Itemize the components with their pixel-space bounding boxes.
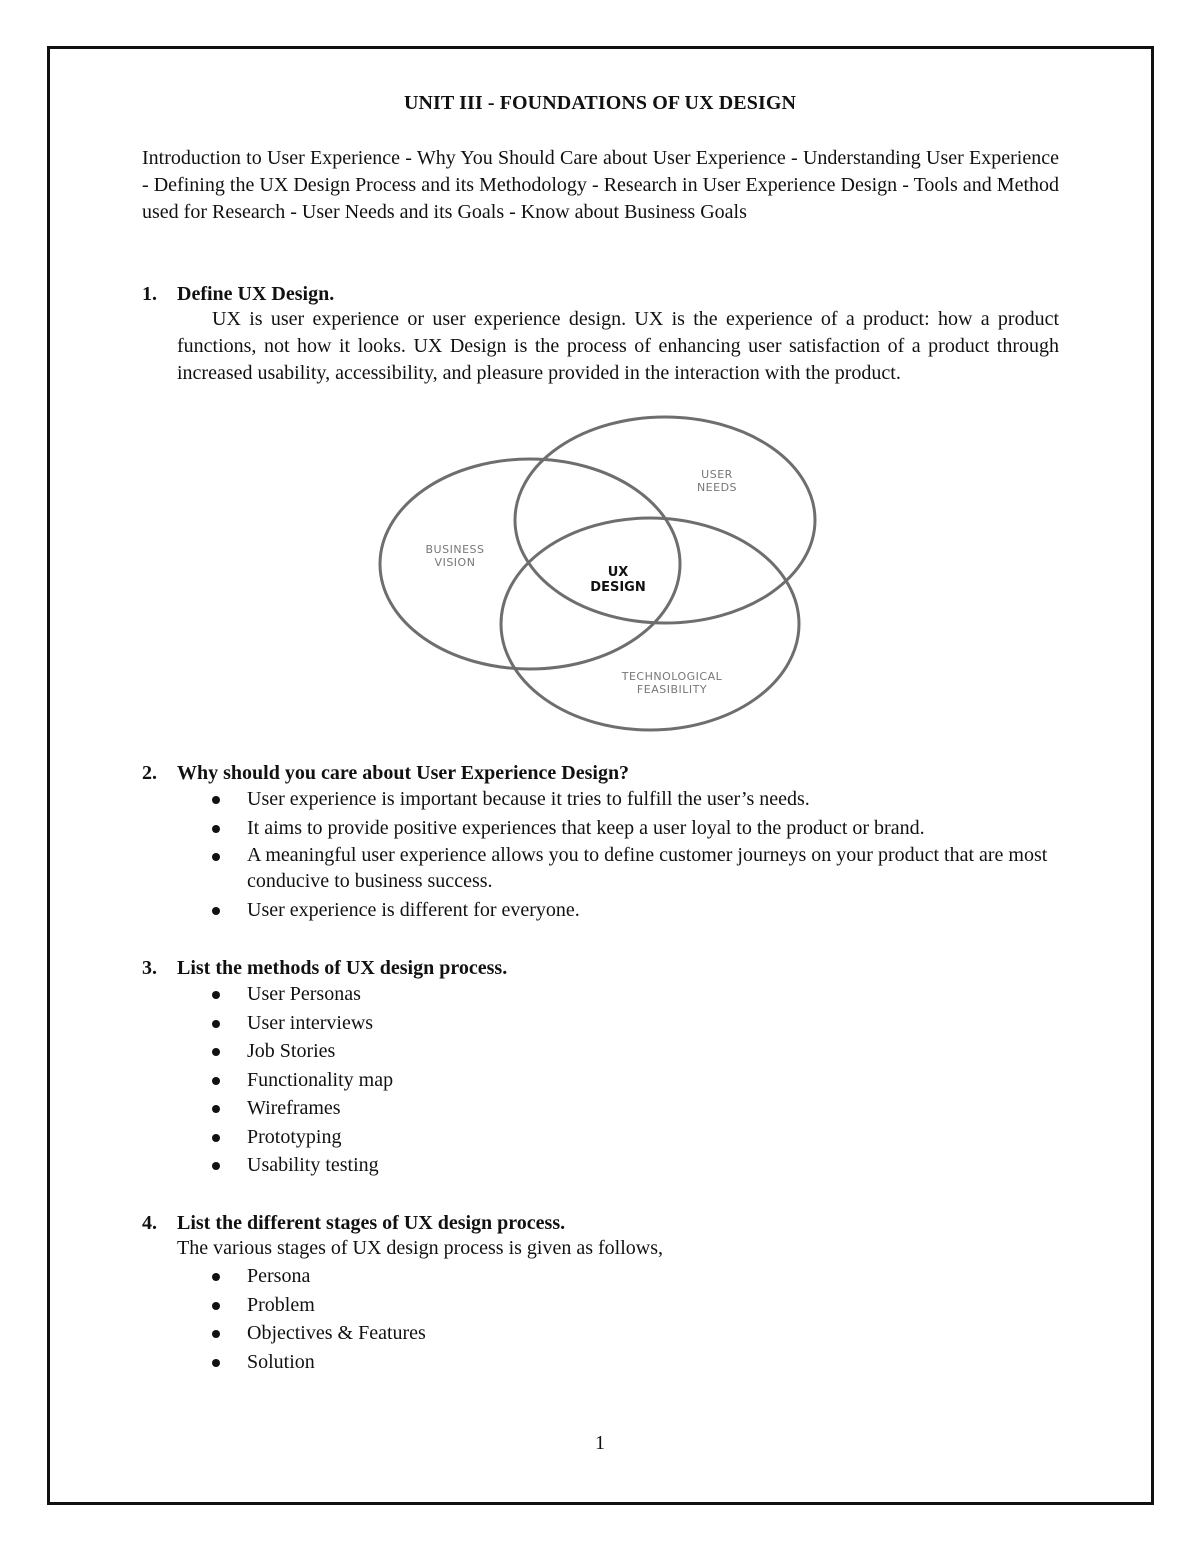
bullet-icon bbox=[212, 825, 220, 833]
bullet-icon bbox=[212, 907, 220, 915]
question-number: 3. bbox=[142, 957, 157, 979]
bullet-icon bbox=[212, 796, 220, 804]
list-item: A meaningful user experience allows you to define customer journeys on your product that are most conducive to business success. bbox=[212, 842, 1059, 894]
question-1 bbox=[142, 283, 1059, 387]
tech-feasibility-label-1: TECHNOLOGICAL bbox=[621, 670, 723, 683]
question-2-heading bbox=[142, 762, 1059, 785]
question-1-heading bbox=[142, 283, 1059, 306]
definition-paragraph: UX is user experience or user experience design. UX is the experience of a product: how a product functions, not how it looks. UX Design is the process of enhancing user satisfaction of a product through increased usability, accessibility, and pleasure provided in the interaction with the product. bbox=[177, 308, 1059, 384]
question-title: Why should you care about User Experience Design? bbox=[177, 762, 630, 784]
why-care-list bbox=[142, 785, 1059, 925]
bullet-icon bbox=[212, 991, 220, 999]
question-number: 4. bbox=[142, 1212, 157, 1234]
question-title: List the methods of UX design process. bbox=[177, 957, 508, 979]
question-number: 2. bbox=[142, 762, 157, 784]
bullet-icon bbox=[212, 1048, 220, 1056]
list-item: Problem bbox=[212, 1291, 663, 1320]
page-number: 1 bbox=[595, 1432, 605, 1454]
bullet-icon bbox=[212, 1077, 220, 1085]
document-title: UNIT III - FOUNDATIONS OF UX DESIGN bbox=[403, 92, 797, 114]
ux-design-center-label-2: DESIGN bbox=[590, 580, 646, 595]
technological-feasibility-circle bbox=[501, 518, 799, 730]
list-item: Wireframes bbox=[212, 1094, 507, 1123]
question-3-heading bbox=[142, 957, 507, 980]
tech-feasibility-label-2: FEASIBILITY bbox=[636, 683, 708, 696]
list-item: Solution bbox=[212, 1348, 663, 1377]
list-item: It aims to provide positive experiences that keep a user loyal to the product or brand. bbox=[212, 814, 1059, 843]
question-4 bbox=[142, 1212, 663, 1376]
bullet-icon bbox=[212, 1105, 220, 1113]
list-item: User experience is different for everyone. bbox=[212, 896, 1059, 925]
business-vision-label-1: BUSINESS bbox=[425, 543, 485, 556]
business-vision-label-2: VISION bbox=[434, 556, 476, 569]
bullet-icon bbox=[212, 1330, 220, 1338]
question-2 bbox=[142, 762, 1059, 925]
list-item: User Personas bbox=[212, 980, 507, 1009]
methods-list bbox=[142, 980, 507, 1180]
list-item: Job Stories bbox=[212, 1037, 507, 1066]
bullet-icon bbox=[212, 1134, 220, 1142]
ux-design-center-label-1: UX bbox=[607, 565, 629, 580]
question-1-body bbox=[142, 306, 1059, 387]
user-needs-label-2: NEEDS bbox=[696, 481, 738, 494]
list-item: User experience is important because it tries to fulfill the user’s needs. bbox=[212, 785, 1059, 814]
bullet-icon bbox=[212, 1162, 220, 1170]
question-number: 1. bbox=[142, 283, 157, 305]
list-item: Prototyping bbox=[212, 1123, 507, 1152]
list-item: Functionality map bbox=[212, 1066, 507, 1095]
bullet-icon bbox=[212, 1359, 220, 1367]
bullet-icon bbox=[212, 1273, 220, 1281]
bullet-icon bbox=[212, 1020, 220, 1028]
ux-design-venn-diagram bbox=[375, 412, 825, 737]
question-3 bbox=[142, 957, 507, 1180]
stages-list bbox=[142, 1262, 663, 1376]
question-4-intro: The various stages of UX design process is given as follows, bbox=[177, 1237, 664, 1259]
question-4-heading bbox=[142, 1212, 663, 1235]
unit-syllabus-intro: Introduction to User Experience - Why You Should Care about User Experience - Understanding User Experience - Defining the UX Design Process and its Methodology - Research in User Experience Design - Tools and Method used for Research - User Needs and its Goals - Know about Business Goals bbox=[142, 147, 1059, 223]
bullet-icon bbox=[212, 853, 220, 861]
list-item: User interviews bbox=[212, 1009, 507, 1038]
list-item: Objectives & Features bbox=[212, 1319, 663, 1348]
venn-svg bbox=[375, 412, 825, 737]
bullet-icon bbox=[212, 1302, 220, 1310]
list-item: Usability testing bbox=[212, 1151, 507, 1180]
user-needs-label-1: USER bbox=[701, 468, 733, 481]
question-title: Define UX Design. bbox=[177, 283, 335, 305]
question-title: List the different stages of UX design process. bbox=[177, 1212, 566, 1234]
list-item: Persona bbox=[212, 1262, 663, 1291]
